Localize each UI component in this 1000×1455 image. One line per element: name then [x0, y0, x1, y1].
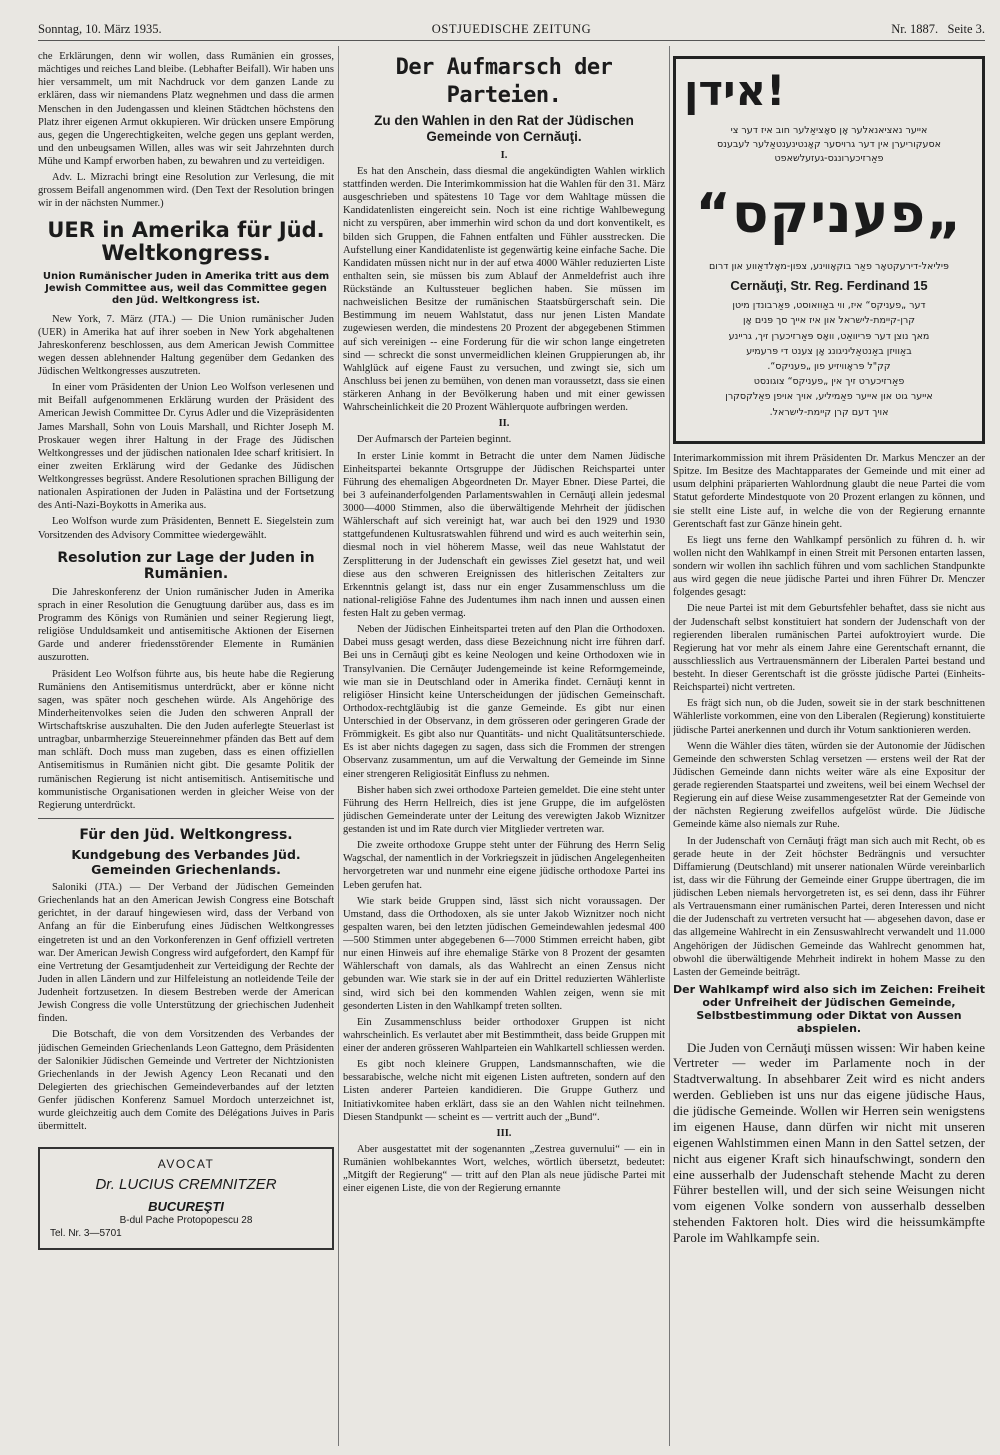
headline-aufmarsch: Der Aufmarsch der Parteien. [395, 55, 613, 108]
paragraph: In erster Linie kommt in Betracht die unter dem Namen Jüdische Einheitspartei bekannte Ortsgruppe der Jüdischen Reichspartei unter Führung des ehemaligen Abgeordneten Dr. Mayer Ebner. Diese Partei, die bei 3 aufeinanderfolgenden Parlamentswahlen in Cernăuţi allein jedesmal 3000—4000 Stimmen, also die überwältigende Mehrheit der jüdischen Wählerschaft auf sich vereinigt hat, war auch bei den 1929 und 1930 stattgefundenen Kultusratswahlen führend und wird es auch weiterhin sein, diesmal noch in viel höherem Masse, weil das neue Wahlstatut der Zersplitterung in der Judenschaft ein gewisses Ziel gesetzt hat, und weil diese aus den schweren Ereignissen des hitlerischen Zeitalters zur Erkenntnis gelangt ist, dass nur ein enger Zusammenschluss um die national-religiöse Fahne des Judentumes ihm nach innen und aussen einen festen Halt zu geben vermag. [343, 450, 665, 620]
paragraph: Ein Zusammenschluss beider orthodoxer Gruppen ist nicht wahrscheinlich. Es verlautet aber mit Bestimmtheit, dass beide Gruppen mit einer der anderen grösseren Wahlparteien ein Wahlkartell schliessen werden. [343, 1016, 665, 1055]
paragraph: Der Aufmarsch der Parteien beginnt. [357, 434, 512, 446]
ad-text-line: פאַרזיכערונגס-געזעלשאפט [774, 153, 884, 164]
ad-text-line: פאַרזיכערט זיך אין „פעניקס“ צוגונסט [753, 376, 905, 388]
paragraph: Wie stark beide Gruppen sind, lässt sich nicht voraussagen. Der Umstand, dass die Orthodoxen, als sie unter Jakob Wiznitzer noch nicht gespalten waren, bei den letzten jüdischen Gemeindewahlen jedesmal 400—500 Stimmen unter abgegebenen 6—7000 Stimmen erreicht haben, gibt nur einen Hinweis auf ihre ehemalige Stärke von 8 Prozent der gesamten Wählerschaft von damals, als das Wahlrecht an einen Zensus nicht gebunden war. Wie stark sie in der auf ein Drittel reduzierten Wählerliste sind, wird sich bei den kommenden Wahlen zeigen, wenn sie mit gesonderten Listen in den Wahlkampf treten sollten. [343, 895, 665, 1012]
column-left [38, 50, 334, 1450]
paragraph: Aber ausgestattet mit der sogenannten „Zestrea guvernului“ — ein in Rumänien wohlbekanntes Wort, welches, wörtlich übersetzt, bedeutet: „Mitgift der Regierung“ — tritt auf den Plan als neue jüdische Partei mit einer eigenen Liste, die von der Regierung ernannte [343, 1143, 665, 1195]
header-page: Seite 3. [947, 22, 985, 36]
paragraph: In einer vom Präsidenten der Union Leo Wolfson verlesenen und mit Beifall aufgenommenen Erklärung wurden der Präsident des American Jewish Committee Dr. Cyrus Adler und die Vizepräsidenten James Marshall, Sohn von Louis Marshall, und Richter Joseph M. Proskauer wegen ihrer Haltung in der Frage des Jüdischen Weltkongresses und der jüdischen nationalen Idee scharf kritisiert. In einer zweiten Erklärung wird der Gedanke des Jüdischen Weltkongresses begrüsst. Andere Resolutionen sprachen Billigung der nationalen Aspirationen der Juden in Palästina und der Fortsetzung des Anti-Nazi-Boykotts in Amerika aus. [38, 382, 334, 512]
paragraph: In der Judenschaft von Cernăuţi frägt man sich auch mit Recht, ob es gerade heute in der Zeit höchster Bedrängnis und versuchter Diffamierung (Deutschland) mit unserer nationalen Würde vereinbarlich ist, dass wir die Führung der Gemeinde einer Gruppe übertragen, die im jüdischen Leben niemals hervorgetreten ist, es sei denn, dass ihr Führer als Vertrauensmann einer rumänischen Partei, deren Interessen und nicht die der Judenschaft zu vertreten versucht hat — abgesehen davon, dase er das allgemeine Wahlrecht in ein Zensuswahlrecht verwandelt und 11.000 Angehörigen der Jüdischen Gemeinde das Wahlrecht genommen hat, obwohl die überwältigende Mehrheit indirekt in hohem Masse zu den Lasten der Gemeinde beiträgt. [673, 835, 985, 978]
subheadline-uer: Union Rumänischer Juden in Amerika tritt aus dem Jewish Committee aus, weil das Committee gegen den Jüd. Weltkongress ist. [42, 270, 330, 306]
paragraph: Die Botschaft, die von dem Vorsitzenden des Verbandes der jüdischen Gemeinden Griechenlands Leon Gattegno, dem Präsidenten der Salonikier Jüdischen Gemeinde und Vertreter der Nichtzionisten Griechenlands in der Jewish Agency Leon Recanati und den Delegierten des griechischen Gemeindeverbandes auf der letzten Genfer jüdischen Konferenz Samuel Mordoch unterzeichnet ist, wurde gleichzeitig auch dem Comite des Délégations Juives in Paris übermittelt. [38, 1029, 334, 1133]
ad-text-line: באַוויזן באַנטאַליניגונג אָן צענט די פּרעמיע [746, 345, 912, 357]
advertisement-phoenix [673, 56, 985, 444]
ad-city: BUCUREŞTI [148, 1199, 224, 1215]
paragraph: New York, 7. März (JTA.) — Die Union rumänischer Juden (UER) in Amerika hat auf ihrer soeben in New York abgehaltenen Jahreskonferenz beschlossen, aus dem American Jewish Committee wegen dessen ablehnender Haltung gegenüber dem Gedanken des Jüdischen Weltkongresses auszutreten. [38, 313, 334, 378]
ad-telephone: Tel. Nr. 3—5701 [50, 1227, 122, 1239]
ad-avocat: AVOCAT [157, 1157, 215, 1172]
ad-text-line: קק"ל פּראָוויזיע פון „פעניקס“. [767, 361, 891, 372]
advertisement-lawyer [38, 1147, 334, 1250]
paragraph: Adv. L. Mizrachi bringt eine Resolution zur Verlesung, die mit grossem Beifall angenommen wird. (Den Text der Resolution bringen wir in der nächsten Nummer.) [38, 172, 334, 210]
paragraph: Präsident Leo Wolfson führte aus, bis heute habe die Regierung Rumäniens den Antisemitismus unterdrückt, aber er könne nicht sagen, was später noch geschehen würde. Als Angehörige des Minderheitenvolkes seien die Juden den schweren Anprall der Wirtschaftskrise auszuhalten. Die den Juden auferlegte Steuerlast ist untragbar, unbarmherzige Steuereinnehmer pfänden das Bett auf dem man schläft. Doch muss man zugeben, dass es einen offiziellen Antisemitismus in Rumänien nicht gibt. Die gesamte Politik der rumänischen Regierung ist nicht antisemitisch. Antisemitische und kommunistische Organisationen werden in gleicher Weise von der Regierung unterdrückt. [38, 668, 334, 811]
paragraph: Es hat den Anschein, dass diesmal die angekündigten Wahlen wirklich stattfinden werden. Die Interimkommission hat die Wahlen für den 31. März ausgeschrieben und spätestens 10 Tage vor dem Wahltage müssen die Kandidatenlisten eingereicht sein. Noch ist eine richtige Wahlbewegung nicht zu verspüren, aber immerhin wird schon da und dort konventikelt, es bilden sich Gruppen, die Fahnen entfalten und Fühler ausstrecken. Die Aufstellung einer Kandidatenliste ist gegenwärtig keine einfache Sache. Die Kandidaten müssen nicht nur in der auf etwa 4000 Wähler reduzierten Liste enthalten sein, sie müssen bis zum Ablauf der Anmeldefrist auch ihre Rückstände an Kultussteuer beglichen haben. Sie müssen im nachweislichen Besitze der rumänischen Staatsbürgerschaft sein. Die Bestimmung im neuem Wahlstatut, dass nur jenen Listen Mandate zugewiesen werden, die mindestens 20 Prozent der abgegebenen Stimmen auf sich vereinigen -- eine Forderung für die wir schon lange eingetreten sind — schreckt die sonst unvermeidlichen kleinen Gruppierungen ab, ihr Wahlglück auf eigene Faust zu versuchen, und zwingt sie, sich um Anschluss bei jenen zu bemühen, von denen man voraussetzt, dass sie einen stärkeren Anhang in der Bevölkerung haben und mit einer gewissen Wahrscheinlichkeit die 20 Prozent Wählerquote aufbringen werden. [343, 165, 665, 414]
ad-address: Cernăuţi, Str. Reg. Ferdinand 15 [730, 278, 928, 293]
paragraph: Die zweite orthodoxe Gruppe steht unter der Führung des Herrn Selig Wagschal, der namentlich in der Vorkriegszeit in jüdischen Angelegenheiten hervorgetreten war und nunmehr eine eigene jüdische orthodoxe Partei ins Leben gerufen hat. [343, 840, 665, 891]
header-date: Sonntag, 10. März 1935. [38, 22, 162, 36]
ad-text-line: פּיליאל-דירעקטאָר פאַר בוקאָווינע, צפון-מאָלדאַווע און דרום [709, 260, 949, 272]
divider [38, 818, 334, 819]
paragraph: Interimarkommission mit ihrem Präsidenten Dr. Markus Menczer an der Spitze. Im Besitze des Machtapparates der Gemeinde und mit einer ad usum delphini präparierten Wahlordnung glaubt die neue Partei die vom Statut geforderte Mindestquote von 20 Prozent erlangen zu können, und sie stellt eine Liste auf, in welche die von der Regierung ernannte Gerentschaft fast zur Gänze hinein geht. [673, 453, 985, 530]
column-rule [338, 46, 339, 1446]
header-issue: Nr. 1887. [891, 22, 939, 36]
paragraph: Leo Wolfson wurde zum Präsidenten, Bennett E. Siegelstein zum Vorsitzenden des Advisory Committee wiedergewählt. [38, 516, 334, 541]
ad-text-line: דער „פעניקס“ איז, ווי באַוואוסט, פּאַרבונדן מיטן [732, 300, 926, 312]
paragraph: Die Jahreskonferenz der Union rumänischer Juden in Amerika sprach in einer Resolution die Genugtuung darüber aus, dass es im Programm des Königs von Rumänien und seiner Regierung liegt, religiöse Unduldsamkeit und antisemitische Aktionen der Eisernen Garde und anderer friedensstörender Elemente in Rumänien auszurotten. [38, 586, 334, 664]
bold-statement: Der Wahlkampf wird also sich im Zeichen: Freiheit oder Unfreiheit der Jüdischen Gemeinde, Selbstbestimmung oder Diktat von Aussen abspielen. [673, 982, 985, 1036]
column-right [673, 50, 985, 1450]
paragraph: Es frägt sich nun, ob die Juden, soweit sie in der stark beschnittenen Wählerliste vorkommen, eine von den Liberalen (Regierung) konstituierte jüdische Partei anerkennen und durch ihr Votum sanktionieren werden. [673, 698, 985, 736]
ad-text-line: קרן-קיימת-לישראל און איז אייך סך פּנים אָן [742, 315, 916, 327]
paragraph: Die neue Partei ist mit dem Geburtsfehler behaftet, dass sie nicht aus der Judenschaft selbst konstituiert hat sondern der Judenschaft von der regierenden liberalen rumänischen Partei aufoktroyiert wurde. Die Regierung hat vor mehr als einem Jahre eine Gerentschaft ernannt, die ausschliesslich aus Vertrauensmännern der Liberalen Partei bestand und besteht. In dieser Gerentschaft ist die grösste jüdische Partei (Einheits-Reichspartei) nicht vertreten. [673, 603, 985, 694]
ad-yiddish-title: אידן! [684, 66, 786, 115]
column-rule [669, 46, 670, 1446]
ad-address: B-dul Pache Protopopescu 28 [119, 1215, 253, 1227]
ad-brand-phoenix: „פעניקס“ [695, 182, 963, 246]
headline-weltkongress: Für den Jüd. Weltkongress. [79, 826, 293, 843]
paragraph: Wenn die Wähler dies täten, würden sie der Autonomie der Jüdischen Gemeinde den schwersten Schlag versetzen — erstens weil der Rat der Jüdischen Gemeinde dann nichts weiter wäre als eine Expositur der gerade regierenden Staatspartei und zweitens, weil bei einem Wechsel der Regierung ein auf diese Weise zusammengesetzter Rat der Gemeinde von der nächsten Regierung zweifellos aufgelöst würde. Die Jüdische Gemeinde käme also niemals zur Ruhe. [673, 740, 985, 831]
subheadline-griechenland: Kundgebung des Verbandes Jüd. Gemeinden Griechenlands. [71, 847, 301, 878]
ad-text-line: אויך דעם קרן קיימת-לישראל. [769, 406, 889, 418]
ad-text-line: אייער נאציאנאלער אָן סאָציאַלער חוב איז דער צי [730, 124, 928, 136]
paragraph: Es gibt noch kleinere Gruppen, Landsmannschaften, wie die bessarabische, welche nicht mit eigenen Listen auftreten, sondern auf den Listen anderer Parteien kandidieren. Die Gruppe Gutherz und Initiativkomitee haben erklärt, dass sie an den Wahlen nicht teilnehmen. Diesen Standpunkt — scheint es — vertritt auch der „Bund“. [343, 1059, 665, 1123]
header-issue-page [891, 22, 985, 37]
section-number: II. [498, 418, 510, 430]
paragraph: Neben der Jüdischen Einheitspartei treten auf den Plan die Orthodoxen. Dabei muss gesagt werden, dass diese Bezeichnung nicht irre führen darf. Bei uns in Cernăuţi gibt es keine Neologen und keine Orthodoxen wie in Transylvanien. Die Cernăuţer Judengemeinde ist keine Reformgemeinde, wie man sie in Deutschland oder in Amerika findet. Cernăuţi kennt in religiöser Hinsicht keine Unterscheidungen der jüdischen Gemeinschaft. Orthodox-rechtgläubig ist die ganze Gemeinde. Es gibt nur einen Unterschied in der Observanz, in dem grösseren oder geringeren Grade der Frömmigkeit. Es gibt also nur Quantitäts- und nicht Qualitätsunterschiede. Es ist aber nichts dagegen zu sagen, dass sich die Frommen der strengen Observanz zusammentun, um auf die Verwaltung der Gemeinde im Sinne einer strengeren Religiosität Einfluss zu nehmen. [343, 624, 665, 780]
subheadline-wahlen: Zu den Wahlen in den Rat der Jüdischen Gemeinde von Cernăuţi. [374, 113, 634, 144]
paragraph: Es liegt uns ferne den Wahlkampf persönlich zu führen d. h. wir wollen nicht den Wahlkampf in einen Streit mit Personen entarten lassen, sondern wir wollen ihn sachlich führen und vom sachlichen Standpunkte aus wird gegen die neue jüdische Partei und ihren Führer Dr. Menczer folgendes gesagt: [673, 534, 985, 599]
ad-text-line: אסעקוריערן אין דער גרויסער קאָנטינענטאַלער לעבענס [716, 138, 941, 150]
ad-text-line: מאך נוצן דער פּריוואַט, וואָס פּאַרזיכערן זיך, גריינע [728, 330, 930, 342]
column-middle [343, 50, 665, 1450]
paragraph: Bisher haben sich zwei orthodoxe Parteien gemeldet. Die eine steht unter Führung des Herrn Hellreich, dies ist jene Gruppe, die im aufgelösten jüdischen Gemeinderate unter der Leitung des verewigten Jakob Wiznitzer gestanden ist und im Rate durch vier Mitglieder vertreten war. [343, 784, 665, 836]
paragraph: che Erklärungen, denn wir wollen, dass Rumänien ein grosses, mächtiges und reiches Land bleibe. (Lebhafter Beifall). Wir haben uns hier versammelt, um mit Nachdruck vor dem ganzen Lande zu erklären, dass wir niemandens Platz wegnehmen und dass die armen Menschen in den Judengassen und kleinen Städtchen höchstens den Platz ihrer eigenen Armut okkupieren. Wir drücken unsere Empörung aus, gegen die Ungerechtigkeiten, welche gegen uns geplant werden, und den unbeugsamen Willen, alles was wir seit Jahrzehnten durch Mühe und Kampf erworben haben, zu bewahren und zu verteidigen. [38, 51, 334, 167]
header-paper-name: OSTJUEDISCHE ZEITUNG [431, 22, 592, 36]
ad-lawyer-name: Dr. LUCIUS CREMNITZER [95, 1176, 277, 1194]
ad-text-line: אייער גוט און אייער פאַמיליע, אויך אויפן פאַלקסקרן [725, 391, 933, 403]
paragraph-emphasis: Die Juden von Cernăuţi müssen wissen: Wir haben keine Vertreter — weder im Parlamente noch in der Stadtverwaltung. In absehbarer Zeit wird es nicht anders werden. Geblieben ist uns nur das eigene jüdische Haus, die jüdische Gemeinde. Wollen wir Herren sein wenigstens im eigenen Hause, dann dürfen wir nicht mit unseren eigenen Wahlstimmen einen Mann in den Sattel setzen, der nicht aus eigener Kraft sich hinaufschwingt, sondern den eine ausserhalb der Judenschaft stehende Macht zu deren Führer bestellen will, und der sich seine Weisungen nicht vom eigenen Volke sondern von ausserhalb desselben stehenden Faktoren holt. Dies wird die heissumkämpfte Parole im Wahlkampfe sein. [673, 1039, 985, 1245]
headline-uer-amerika: UER in Amerika für Jüd. Weltkongress. [47, 217, 325, 266]
section-number: III. [496, 1127, 512, 1139]
headline-resolution: Resolution zur Lage der Juden in Rumänien. [57, 549, 315, 582]
page-header [38, 22, 985, 41]
section-number: I. [500, 149, 508, 161]
paragraph: Saloniki (JTA.) — Der Verband der Jüdischen Gemeinden Griechenlands hat an den American Jewish Congress eine Botschaft gerichtet, in der darauf hingewiesen wird, dass der Verband von Anfang an für die Einberufung eines Jüdischen Weltkongresses eingetreten ist und an den Vorkonferenzen in Genf offiziell vertreten war. Der American Jewish Congress wird aufgefordert, den Kampf für eine Vertretung der Gesamtjudenheit zur Verteidigung der Rechte der Juden in allen Ländern und zur Hilfeleistung an notleidende Teile der Judenheit fortzusetzen. In diesem Bestreben werde der American Jewish Congress die volle Unterstützung der griechischen Judenheit finden. [38, 882, 334, 1025]
